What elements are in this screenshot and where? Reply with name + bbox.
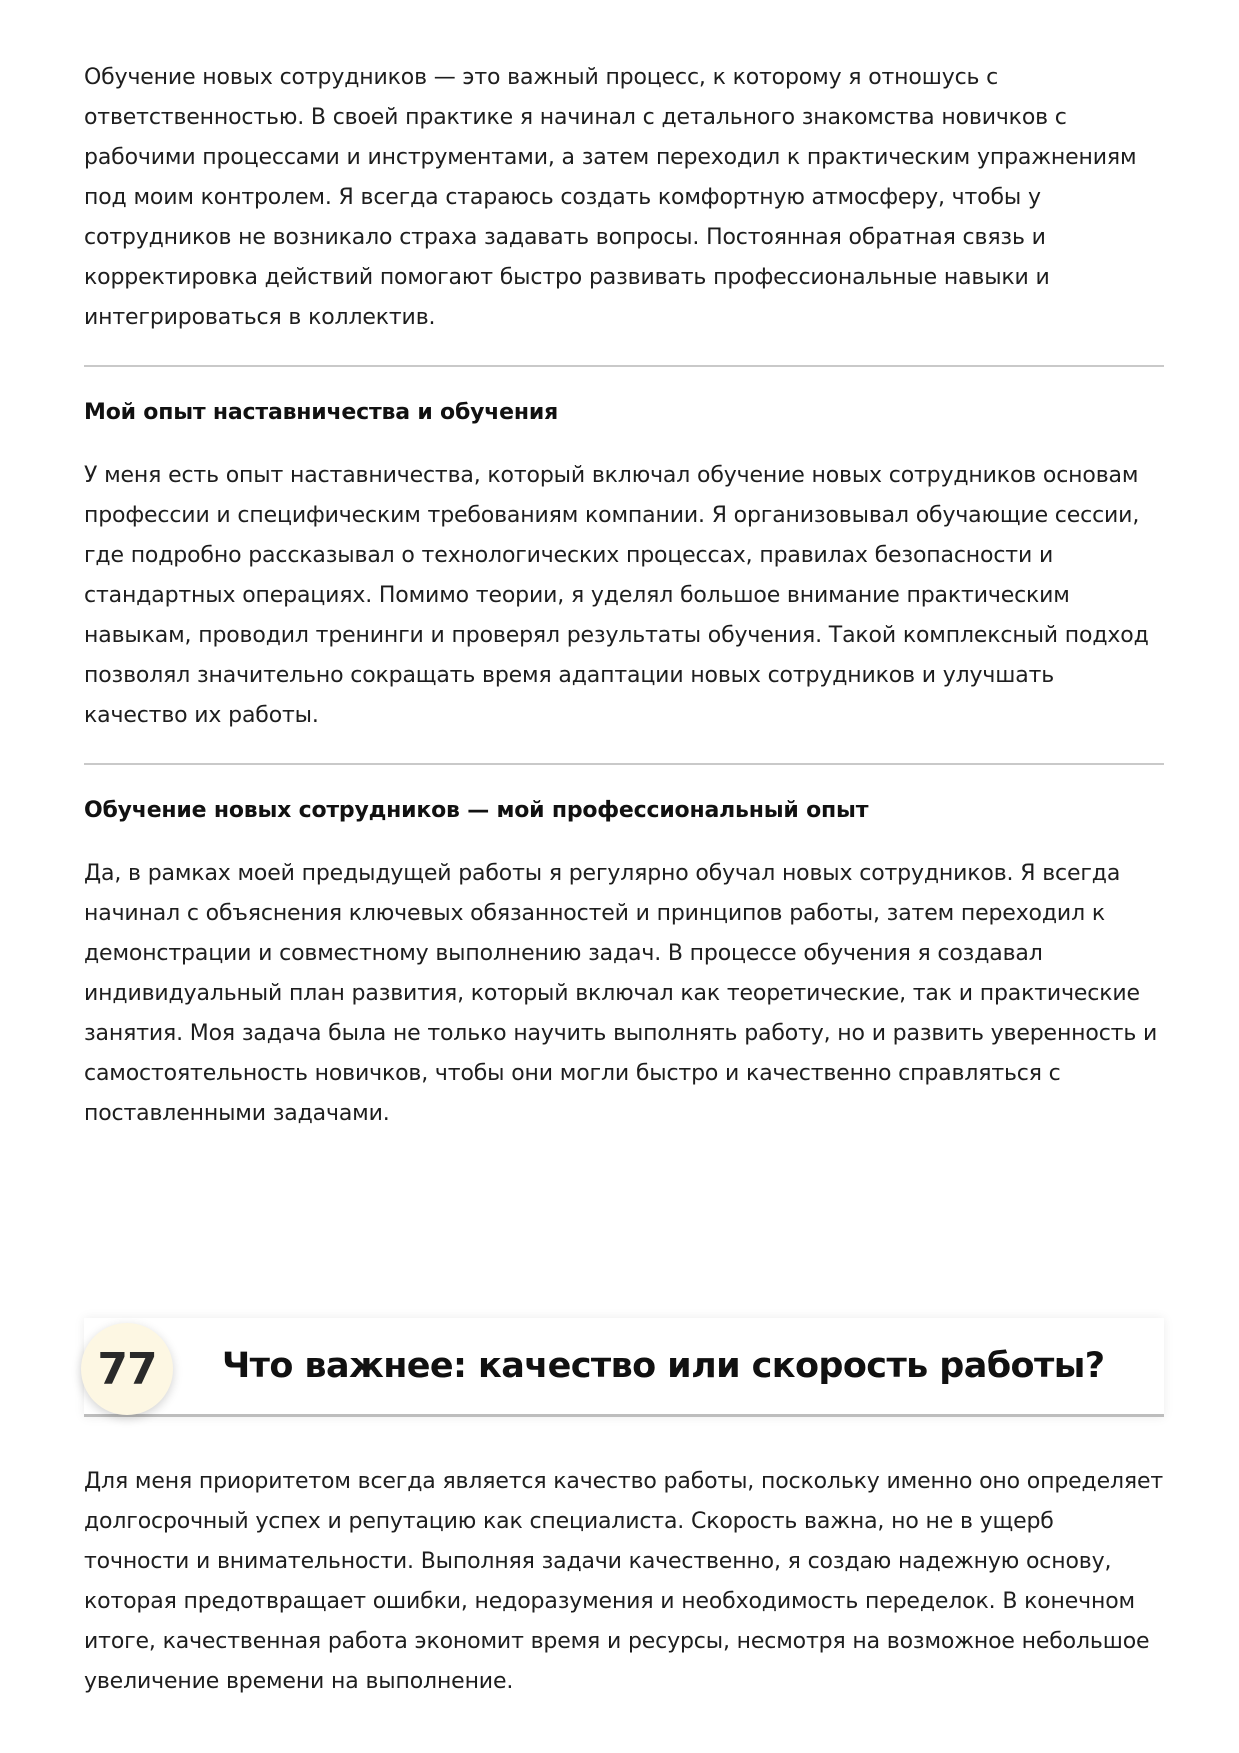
answer-paragraph: Для меня приоритетом всегда является качество работы, поскольку именно оно определяет долгосрочный успех и репутацию как специалиста. Скорость важна, но не в ущерб точности и внимательности. Выполняя задачи качественно, я создаю надежную основу, которая предотвращает ошибки, недоразумения и необходимость переделок. В конечном итоге, качественная работа экономит время и ресурсы, несмотря на возможное небольшое увеличение времени на выполнение. [84, 1469, 1164, 1694]
question-title: Что важнее: качество или скорость работы? [222, 1346, 1105, 1386]
answer-heading: Мой опыт наставничества и обучения [84, 400, 559, 425]
question-number-badge: 77 [81, 1323, 173, 1415]
divider [84, 763, 1164, 765]
divider [84, 365, 1164, 367]
question-card [84, 1318, 1164, 1417]
question-answer [84, 1462, 1164, 1702]
answer-paragraph: Обучение новых сотрудников — это важный процесс, к которому я отношусь с ответственностью. В своей практике я начинал с детального знакомства новичков с рабочими процессами и инструментами, а затем переходил к практическим упражнениям под моим контролем. Я всегда стараюсь создать комфортную атмосферу, чтобы у сотрудников не возникало страха задавать вопросы. Постоянная обратная связь и корректировка действий помогают быстро развивать профессиональные навыки и интегрироваться в коллектив. [84, 65, 1137, 330]
question-header [84, 1318, 1164, 1422]
answer-heading: Обучение новых сотрудников — мой профессиональный опыт [84, 798, 869, 823]
previous-question-answers [84, 58, 1164, 1134]
answer-paragraph: Да, в рамках моей предыдущей работы я регулярно обучал новых сотрудников. Я всегда начинал с объяснения ключевых обязанностей и принципов работы, затем переходил к демонстрации и совместному выполнению задач. В процессе обучения я создавал индивидуальный план развития, который включал как теоретические, так и практические занятия. Моя задача была не только научить выполнять работу, но и развить уверенность и самостоятельность новичков, чтобы они могли быстро и качественно справляться с поставленными задачами. [84, 861, 1158, 1126]
answer-paragraph: У меня есть опыт наставничества, который включал обучение новых сотрудников основам профессии и специфическим требованиям компании. Я организовывал обучающие сессии, где подробно рассказывал о технологических процессах, правилах безопасности и стандартных операциях. Помимо теории, я уделял большое внимание практическим навыкам, проводил тренинги и проверял результаты обучения. Такой комплексный подход позволял значительно сокращать время адаптации новых сотрудников и улучшать качество их работы. [84, 463, 1149, 728]
